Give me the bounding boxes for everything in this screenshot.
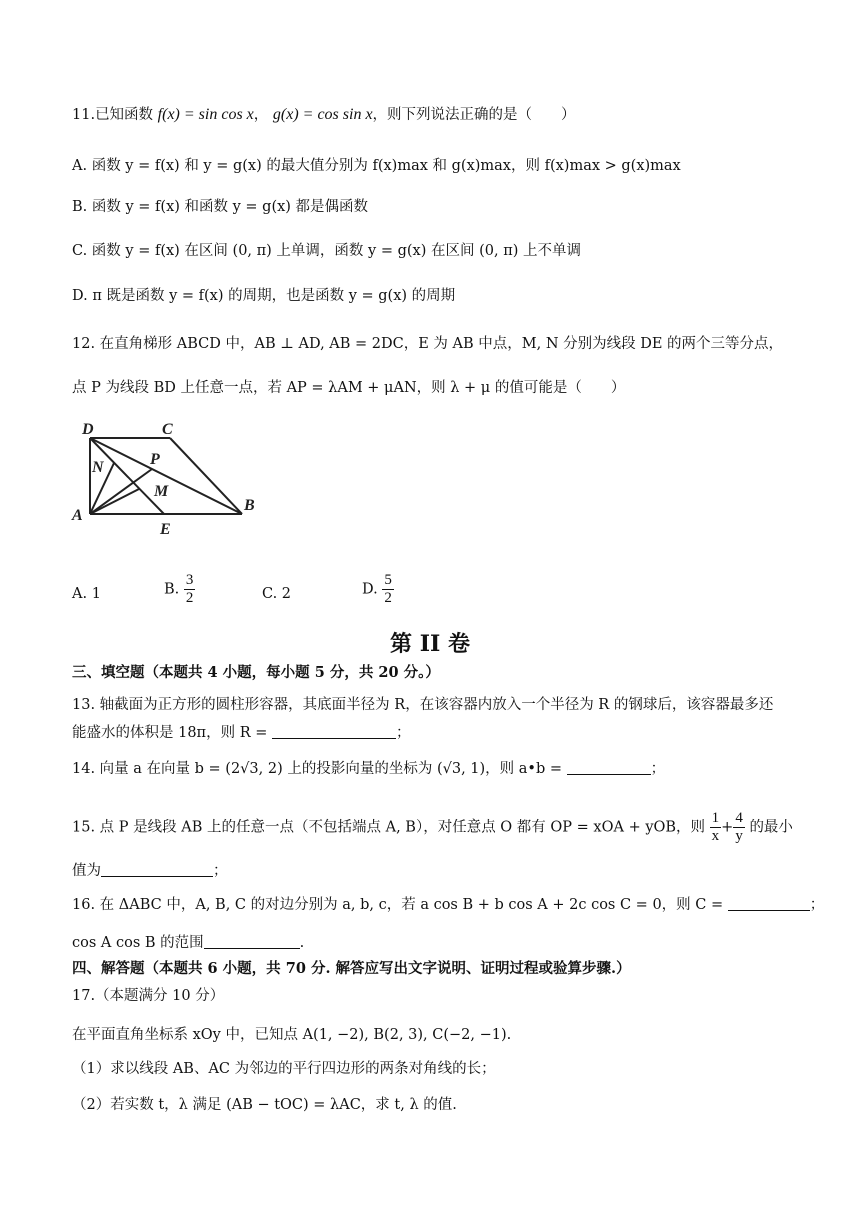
q12-line1: 12. 在直角梯形 ABCD 中，AB ⊥ AD, AB = 2DC，E 为 AB 中点，M, N 分别为线段 DE 的两个三等分点， (72, 336, 784, 352)
q14-text-end: ； (650, 761, 666, 777)
q15-plus: + (721, 819, 734, 836)
q16-line2-end: . (299, 935, 305, 951)
q12-option-d (362, 572, 394, 607)
q13-line1: 13. 轴截面为正方形的圆柱形容器，其底面半径为 R，在该容器内放入一个半径为 R 的钢球后，该容器最多还 (72, 697, 774, 713)
q11-number: 11. (72, 107, 96, 123)
q15-fraction-4-over-y (733, 810, 745, 845)
label-M: M (154, 483, 169, 500)
q17-part2: （2）若实数 t，λ 满足 (AB − tOC) = λAC，求 t, λ 的值. (72, 1097, 457, 1113)
edge-CB (170, 438, 242, 514)
q11-option-d: D. π 既是函数 y = f(x) 的周期，也是函数 y = g(x) 的周期 (72, 288, 456, 304)
q17-header: 17.（本题满分 10 分） (72, 988, 225, 1004)
label-C: C (162, 421, 173, 438)
q12-option-d-letter: D. (362, 581, 378, 598)
q15-frac1-num: 1 (711, 810, 720, 826)
q11-stem-text: 已知函数 (95, 107, 154, 123)
q13-line2 (72, 722, 798, 744)
q16-line1 (72, 894, 825, 916)
q12-option-d-den: 2 (384, 590, 392, 606)
q16-text: 16. 在 ΔABC 中，A, B, C 的对边分别为 a, b, c，若 a cos B + b cos A + 2c cos C = 0，则 C = (72, 897, 724, 913)
q12-option-d-num: 5 (384, 572, 392, 588)
q15-answer-blank[interactable] (101, 862, 213, 877)
q15-line2-text: 值为 (72, 863, 101, 879)
q13-line2-text: 能盛水的体积是 18π，则 R = (72, 725, 268, 741)
q15-frac1-den: x (711, 828, 720, 844)
q12-option-d-fraction (382, 572, 394, 607)
q12-option-b (164, 572, 195, 607)
label-E: E (160, 521, 171, 538)
q16-answer-blank-c[interactable] (728, 896, 810, 911)
q12-line2: 点 P 为线段 BD 上任意一点，若 AP = λAM + μAN，则 λ + μ 的值可能是（ ） (72, 380, 626, 396)
q15-text-end: 的最小 (749, 819, 793, 836)
q12-trapezoid-figure (70, 414, 262, 542)
q11-g-def: g(x) = cos sin x (272, 106, 373, 123)
q13-answer-blank[interactable] (272, 724, 396, 739)
q11-f-def: f(x) = sin cos x (157, 106, 254, 123)
label-D: D (82, 421, 94, 438)
label-N: N (92, 459, 104, 476)
q11-option-a: A. 函数 y = f(x) 和 y = g(x) 的最大值分别为 f(x)max 和 g(x)max，则 f(x)max > g(x)max (72, 158, 681, 174)
vector-AM (90, 489, 139, 514)
label-P: P (150, 451, 160, 468)
q11-stem: 11.已知函数 f(x) = sin cos x， g(x) = cos sin x，则下列说法正确的是（ ） (72, 106, 576, 123)
q17-stem: 在平面直角坐标系 xOy 中，已知点 A(1, −2), B(2, 3), C(−2, −1). (72, 1027, 512, 1043)
answer-section-header: 四、解答题（本题共 6 小题，共 70 分. 解答应写出文字说明、证明过程或验算步骤.） (72, 960, 631, 977)
q11-stem-tail: ，则下列说法正确的是（ ） (372, 107, 576, 123)
q16-line2-text: cos A cos B 的范围 (72, 935, 204, 951)
q11-option-b: B. 函数 y = f(x) 和函数 y = g(x) 都是偶函数 (72, 199, 369, 215)
q11-option-c: C. 函数 y = f(x) 在区间 (0, π) 上单调，函数 y = g(x) 在区间 (0, π) 上不单调 (72, 243, 581, 259)
segment-DE (90, 438, 164, 514)
q15-frac2-den: y (735, 828, 743, 844)
q17-part1: （1）求以线段 AB、AC 为邻边的平行四边形的两条对角线的长； (72, 1061, 496, 1077)
q14-answer-blank[interactable] (567, 760, 651, 775)
q12-option-b-letter: B. (164, 581, 180, 598)
q15-text: 15. 点 P 是线段 AB 上的任意一点（不包括端点 A, B），对任意点 O 都有 OP = xOA + yOB，则 (72, 819, 706, 836)
q16-line2 (72, 932, 798, 954)
q15-line1 (72, 810, 798, 845)
q15-line2-end: ； (213, 863, 228, 879)
fill-in-header: 三、填空题（本题共 4 小题，每小题 5 分，共 20 分。） (72, 664, 440, 681)
q14-text: 14. 向量 a 在向量 b = (2√3, 2) 上的投影向量的坐标为 (√3, 1)，则 a•b = (72, 761, 563, 777)
section-title: 第 II 卷 (390, 631, 470, 657)
q15-frac2-num: 4 (735, 810, 743, 826)
q12-option-b-fraction (184, 572, 196, 607)
label-B: B (244, 497, 255, 514)
q15-fraction-1-over-x (710, 810, 722, 845)
q12-option-b-den: 2 (185, 590, 194, 606)
q15-line2 (72, 860, 798, 882)
q12-option-a: A. 1 (72, 586, 101, 602)
q12-option-b-num: 3 (185, 572, 194, 588)
label-A: A (72, 507, 83, 524)
q16-text-end: ； (809, 897, 825, 913)
q14-line (72, 758, 798, 780)
q16-answer-blank-range[interactable] (204, 934, 300, 949)
q12-option-c: C. 2 (262, 586, 292, 602)
q13-line2-end: ； (395, 725, 411, 741)
